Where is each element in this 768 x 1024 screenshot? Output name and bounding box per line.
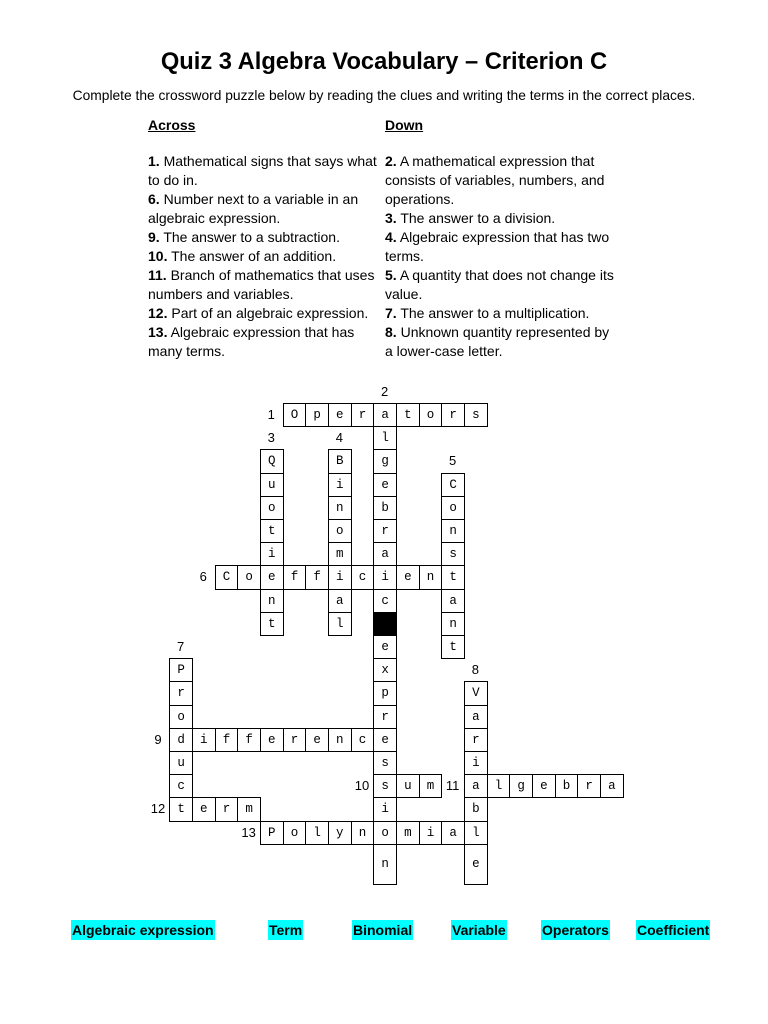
crossword-cell: i — [419, 821, 443, 845]
crossword-cell: s — [373, 774, 397, 798]
bank-binomial: Binomial — [353, 922, 413, 938]
crossword-cell: a — [373, 542, 397, 566]
crossword-cell: r — [441, 403, 465, 427]
crossword-cell: a — [441, 589, 465, 613]
crossword-cell: o — [169, 705, 193, 729]
crossword-cell: a — [441, 821, 465, 845]
clue-number: 8. — [385, 323, 397, 340]
crossword-cell: m — [419, 774, 443, 798]
crossword-cell: l — [373, 426, 397, 450]
crossword-cell: s — [464, 403, 488, 427]
clue-text: Algebraic expression that has two terms. — [385, 228, 610, 264]
crossword-cell: c — [351, 728, 375, 752]
bank-variable: Variable — [452, 922, 506, 938]
bank-coefficient: Coefficient — [637, 922, 710, 938]
crossword-cell: m — [396, 821, 420, 845]
instructions: Complete the crossword puzzle below by reading the clues and writing the terms in the correct places. — [72, 88, 696, 103]
crossword-cell: i — [328, 565, 352, 589]
crossword-cell: o — [373, 821, 397, 845]
clue-number: 4. — [385, 228, 397, 245]
clue-text: Unknown quantity represented by a lower-case letter. — [385, 323, 610, 359]
crossword-cell: o — [283, 821, 307, 845]
clue-number-label-7: 7 — [177, 639, 185, 654]
crossword-cell: l — [328, 612, 352, 636]
clue-number: 12. — [148, 304, 168, 321]
crossword-cell: b — [555, 774, 579, 798]
crossword-cell: u — [169, 751, 193, 775]
crossword-cell: c — [373, 589, 397, 613]
crossword-cell: n — [419, 565, 443, 589]
crossword-cell: P — [169, 658, 193, 682]
crossword-cell: l — [305, 821, 329, 845]
crossword-cell: r — [464, 728, 488, 752]
crossword-cell: o — [328, 519, 352, 543]
clue-text: A mathematical expression that consists of variables, numbers, and operations. — [385, 152, 605, 207]
clue-number: 7. — [385, 304, 397, 321]
crossword-cell: n — [260, 589, 284, 613]
clue-text: Part of an algebraic expression. — [171, 304, 369, 321]
crossword-cell: a — [600, 774, 624, 798]
clue-text: The answer to a subtraction. — [163, 228, 340, 245]
clue-number-label-8: 8 — [471, 662, 479, 678]
crossword-cell: f — [283, 565, 307, 589]
crossword-cell: m — [237, 797, 261, 821]
crossword-cell: o — [419, 403, 443, 427]
down-heading: Down — [385, 117, 424, 133]
clue-number: 2. — [385, 152, 397, 169]
clue-number: 6. — [148, 190, 160, 207]
crossword-cell: e — [464, 844, 488, 885]
crossword-cell: a — [373, 403, 397, 427]
crossword-cell: f — [237, 728, 261, 752]
clue-text: Algebraic expression that has many terms. — [148, 323, 355, 359]
crossword-cell: f — [215, 728, 239, 752]
clue-text: Mathematical signs that says what to do in. — [148, 152, 377, 188]
clue-number-label-10: 10 — [354, 778, 370, 794]
crossword-cell: i — [373, 797, 397, 821]
crossword-cell: t — [441, 635, 465, 659]
clue-number-label-4: 4 — [335, 430, 343, 446]
crossword-cell: i — [260, 542, 284, 566]
crossword-cell: o — [260, 496, 284, 520]
clue-number: 9. — [148, 228, 160, 245]
clue-number: 5. — [385, 266, 397, 283]
crossword-cell: e — [373, 728, 397, 752]
clue-text: A quantity that does not change its value. — [385, 266, 614, 302]
crossword-cell: p — [373, 681, 397, 705]
crossword-cell: t — [396, 403, 420, 427]
crossword-cell: P — [260, 821, 284, 845]
crossword-cell: a — [464, 774, 488, 798]
crossword-cell: n — [373, 844, 397, 885]
crossword-cell: r — [577, 774, 601, 798]
crossword-cell: u — [260, 473, 284, 497]
crossword-cell: C — [441, 473, 465, 497]
crossword-cell: e — [373, 473, 397, 497]
crossword-cell: c — [169, 774, 193, 798]
crossword-cell: e — [373, 635, 397, 659]
crossword-cell: C — [215, 565, 239, 589]
crossword-cell: r — [215, 797, 239, 821]
crossword-cell: g — [373, 449, 397, 473]
crossword-cell: e — [328, 403, 352, 427]
crossword-cell: e — [532, 774, 556, 798]
bank-operators: Operators — [542, 922, 609, 938]
clue-number-label-9: 9 — [154, 731, 162, 747]
page-title: Quiz 3 Algebra Vocabulary – Criterion C — [160, 49, 608, 75]
crossword-cell: o — [441, 496, 465, 520]
crossword-cell: n — [328, 496, 352, 520]
crossword-cell: B — [328, 449, 352, 473]
crossword-cell: r — [373, 519, 397, 543]
crossword-cell: e — [305, 728, 329, 752]
crossword-cell: b — [464, 797, 488, 821]
crossword-cell: t — [260, 519, 284, 543]
crossword-black-cell — [373, 612, 397, 636]
clue-number-label-5: 5 — [449, 453, 457, 469]
crossword-cell: t — [169, 797, 193, 821]
crossword-cell: a — [328, 589, 352, 613]
crossword-cell: r — [351, 403, 375, 427]
crossword-cell: y — [328, 821, 352, 845]
clue-text: Branch of mathematics that uses numbers and variables. — [148, 266, 375, 302]
bank-term: Term — [269, 922, 303, 938]
crossword-cell: e — [260, 565, 284, 589]
crossword-cell: i — [192, 728, 216, 752]
crossword-cell: n — [441, 612, 465, 636]
crossword-cell: p — [305, 403, 329, 427]
crossword-cell: n — [441, 519, 465, 543]
crossword-cell: r — [373, 705, 397, 729]
clue-number: 10. — [148, 247, 168, 264]
crossword-cell: n — [328, 728, 352, 752]
clue-number: 11. — [148, 266, 167, 283]
bank-algebraic-expression: Algebraic expression — [72, 922, 214, 938]
clue-number: 1. — [148, 152, 160, 169]
clue-number-label-1: 1 — [267, 407, 275, 422]
clue-number: 3. — [385, 209, 397, 226]
crossword-cell: c — [351, 565, 375, 589]
crossword-cell: l — [487, 774, 511, 798]
crossword-cell: e — [192, 797, 216, 821]
clue-number-label-13: 13 — [241, 824, 256, 840]
crossword-cell: m — [328, 542, 352, 566]
crossword-cell: d — [169, 728, 193, 752]
crossword-cell: i — [328, 473, 352, 497]
clue-number-label-6: 6 — [199, 569, 207, 585]
clue-number-label-2: 2 — [381, 383, 389, 399]
clue-number-label-11: 11 — [445, 778, 460, 794]
clue-number-label-12: 12 — [150, 801, 166, 817]
clue-text: The answer to a multiplication. — [400, 304, 590, 321]
crossword-cell: s — [373, 751, 397, 775]
clue-text: The answer of an addition. — [171, 247, 337, 264]
crossword-cell: n — [351, 821, 375, 845]
crossword-cell: o — [237, 565, 261, 589]
crossword-cell: i — [373, 565, 397, 589]
crossword-cell: b — [373, 496, 397, 520]
crossword-cell: r — [169, 681, 193, 705]
clue-number: 13. — [148, 323, 168, 340]
clue-text: Number next to a variable in an algebraic expression. — [148, 190, 359, 226]
crossword-cell: x — [373, 658, 397, 682]
crossword-cell: l — [464, 821, 488, 845]
crossword-cell: i — [464, 751, 488, 775]
crossword-cell: r — [283, 728, 307, 752]
crossword-cell: f — [305, 565, 329, 589]
crossword-cell: e — [260, 728, 284, 752]
crossword-cell: s — [441, 542, 465, 566]
across-heading: Across — [148, 117, 196, 133]
crossword-cell: u — [396, 774, 420, 798]
crossword-cell: Q — [260, 449, 284, 473]
clue-number-label-3: 3 — [267, 430, 275, 446]
clue-text: The answer to a division. — [400, 209, 556, 226]
crossword-cell: t — [441, 565, 465, 589]
crossword-cell: a — [464, 705, 488, 729]
crossword-cell: e — [396, 565, 420, 589]
crossword-cell: t — [260, 612, 284, 636]
crossword-cell: g — [509, 774, 533, 798]
crossword-cell: V — [464, 681, 488, 705]
crossword-cell: O — [283, 403, 307, 427]
